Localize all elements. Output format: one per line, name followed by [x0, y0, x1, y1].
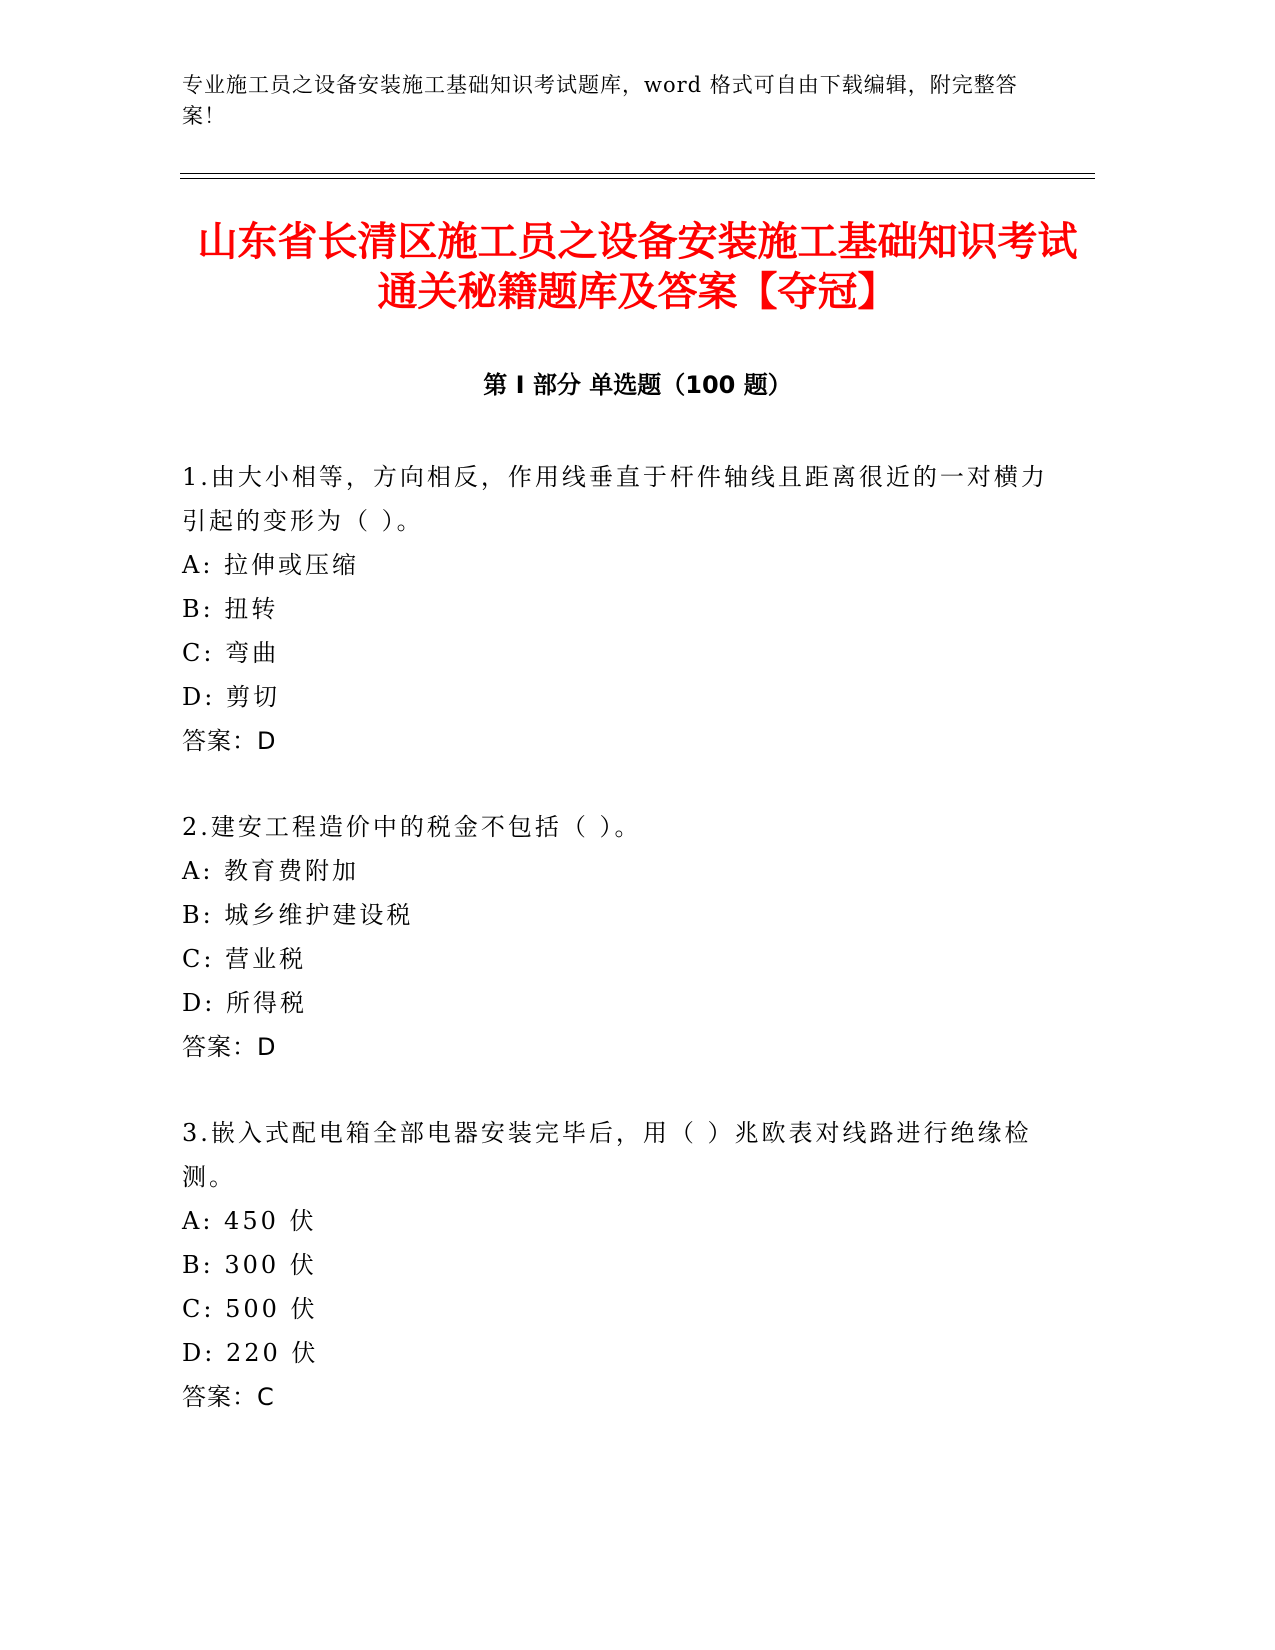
header-note: 专业施工员之设备安装施工基础知识考试题库，word 格式可自由下载编辑，附完整答案！	[182, 73, 1018, 128]
option-b: B: 扭转	[182, 595, 279, 623]
header-divider-bottom	[180, 178, 1095, 179]
option-c: C: 营业税	[182, 945, 307, 973]
question-text: 1.由大小相等，方向相反，作用线垂直于杆件轴线且距离很近的一对横力引起的变形为（ ）。	[182, 463, 1048, 535]
question-text: 3.嵌入式配电箱全部电器安装完毕后，用（ ）兆欧表对线路进行绝缘检测。	[182, 1119, 1032, 1191]
option-a: A: 教育费附加	[182, 857, 360, 885]
question-1	[182, 455, 1062, 763]
header-divider-top	[180, 173, 1095, 174]
question-list	[182, 455, 1062, 1461]
document-title: 山东省长清区施工员之设备安装施工基础知识考试通关秘籍题库及答案【夺冠】	[197, 219, 1078, 315]
question-3	[182, 1111, 1062, 1419]
option-b: B: 300 伏	[182, 1251, 317, 1279]
answer-line: 答案：C	[182, 1383, 275, 1411]
option-d: D: 所得税	[182, 989, 307, 1017]
option-b: B: 城乡维护建设税	[182, 901, 414, 929]
answer-line: 答案：D	[182, 1033, 277, 1061]
option-d: D: 220 伏	[182, 1339, 319, 1367]
option-a: A: 拉伸或压缩	[182, 551, 360, 579]
question-2	[182, 805, 1062, 1069]
option-d: D: 剪切	[182, 683, 280, 711]
section-title: 第 I 部分 单选题（100 题）	[483, 371, 792, 399]
option-c: C: 弯曲	[182, 639, 280, 667]
answer-line: 答案：D	[182, 727, 277, 755]
option-a: A: 450 伏	[182, 1207, 317, 1235]
option-c: C: 500 伏	[182, 1295, 318, 1323]
question-text: 2.建安工程造价中的税金不包括（ ）。	[182, 813, 642, 841]
